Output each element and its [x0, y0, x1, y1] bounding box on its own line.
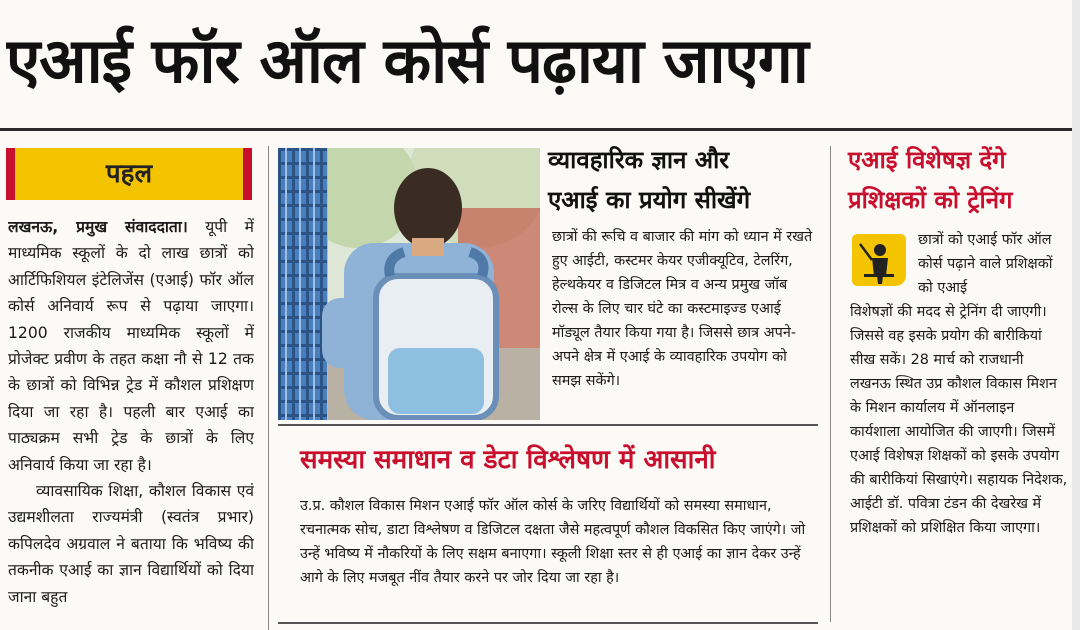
headline-rule [0, 128, 1080, 131]
schoolboy-backpack-photo [278, 148, 540, 420]
left-article [8, 214, 254, 630]
section-rule-top [278, 424, 818, 426]
section-rule-bottom [278, 622, 818, 624]
practical-text: छात्रों की रूचि व बाजार की मांग को ध्यान में रखते हुए आईटी, कस्टमर केयर एजीक्यूटिव, टेलरिंग, हेल्थकेयर व डिजिटल मित्र व अन्य प्रमुख जॉब रोल्स के लिए चार घंटे का कस्टमाइज्ड एआई मॉड्यूल तैयार किया गया है। जिससे छात्र अपने-अपने क्षेत्र में एआई के व्यावहारिक उपयोग को समझ सकेंगे। [552, 229, 813, 389]
column-divider-2 [830, 146, 831, 622]
dateline: लखनऊ, प्रमुख संवाददाता। [8, 218, 188, 236]
subhead-experts-line1: एआई विशेषज्ञ देंगे [848, 146, 1006, 174]
subhead-practical-line1: व्यावहारिक ज्ञान और [548, 146, 730, 174]
badge-label: पहल [105, 159, 153, 189]
section-badge [6, 148, 252, 200]
column-divider-1 [268, 146, 269, 630]
left-para-1 [8, 214, 254, 478]
subhead-experts-line2: प्रशिक्षकों को ट्रेनिंग [848, 186, 1013, 214]
problem-solving-text: उ.प्र. कौशल विकास मिशन एआई फॉर ऑल कोर्स के जरिए विद्यार्थियों को समस्या समाधान, रचनात्मक सोच, डाटा विश्लेषण व डिजिटल दक्षता जैसे महत्वपूर्ण कौशल विकसित किए जाएंगे। जो उन्हें भविष्य में नौकरियों के लिए सक्षम बनाएगा। स्कूली शिक्षा स्तर से ही एआई का ज्ञान देकर उन्हें आगे के लिए मजबूत नींव तैयार करने पर जोर दिया जा रहा है। [300, 498, 806, 586]
page-edge [1072, 0, 1080, 630]
teacher-pointer-icon [850, 230, 908, 290]
subhead-problem-solving: समस्या समाधान व डेटा विश्लेषण में आसानी [300, 445, 716, 475]
subhead-practical-line2: एआई का प्रयोग सीखेंगे [548, 186, 751, 214]
left-para-2: व्यावसायिक शिक्षा, कौशल विकास एवं उद्यमशीलता राज्यमंत्री (स्वतंत्र प्रभार) कपिलदेव अग्रवाल ने बताया कि भविष्य की तकनीक एआई का ज्ञान विद्यार्थियों को दिया जाना बहुत [8, 482, 254, 606]
left-para-1-text: यूपी में माध्यमिक स्कूलों के दो लाख छात्रों को आर्टिफिशियल इंटेलिजेंस (एआई) फॉर ऑल कोर्स अनिवार्य रूप से पढ़ाया जाएगा।1200 राजकीय माध्यमिक स्कूलों में प्रोजेक्ट प्रवीण के तहत कक्षा नौ से 12 तक के छात्रों को विभिन्न ट्रेड में कौशल प्रशिक्षण दिया जा रहा है। पहली बार एआई का पाठ्यक्रम सभी ट्रेड के छात्रों के लिए अनिवार्य किया जा रहा है। [8, 218, 254, 474]
subhead-experts [848, 140, 1072, 220]
subhead-practical [548, 140, 810, 220]
page-headline: एआई फॉर ऑल कोर्स पढ़ाया जाएगा [6, 24, 808, 97]
experts-text-intro: छात्रों को एआई फॉर ऑल कोर्स पढ़ाने वाले प्रशिक्षकों को एआई [918, 232, 1053, 296]
experts-text-body: विशेषज्ञों की मदद से ट्रेनिंग दी जाएगी। जिससे वह इसके प्रयोग की बारीकियां सीख सकें। 28 मार्च को राजधानी लखनऊ स्थित उप्र कौशल विकास मिशन के मिशन कार्यालय में ऑनलाइन कार्यशाला आयोजित की जाएगी। जिसमें एआई विशेषज्ञ शिक्षकों को इसके उपयोग की बारीकियां सिखाएंगे। सहायक निदेशक, आईटी डॉ. पवित्रा टंडन की देखरेख में प्रशिक्षकों को प्रशिक्षित किया जाएगा। [850, 304, 1068, 536]
